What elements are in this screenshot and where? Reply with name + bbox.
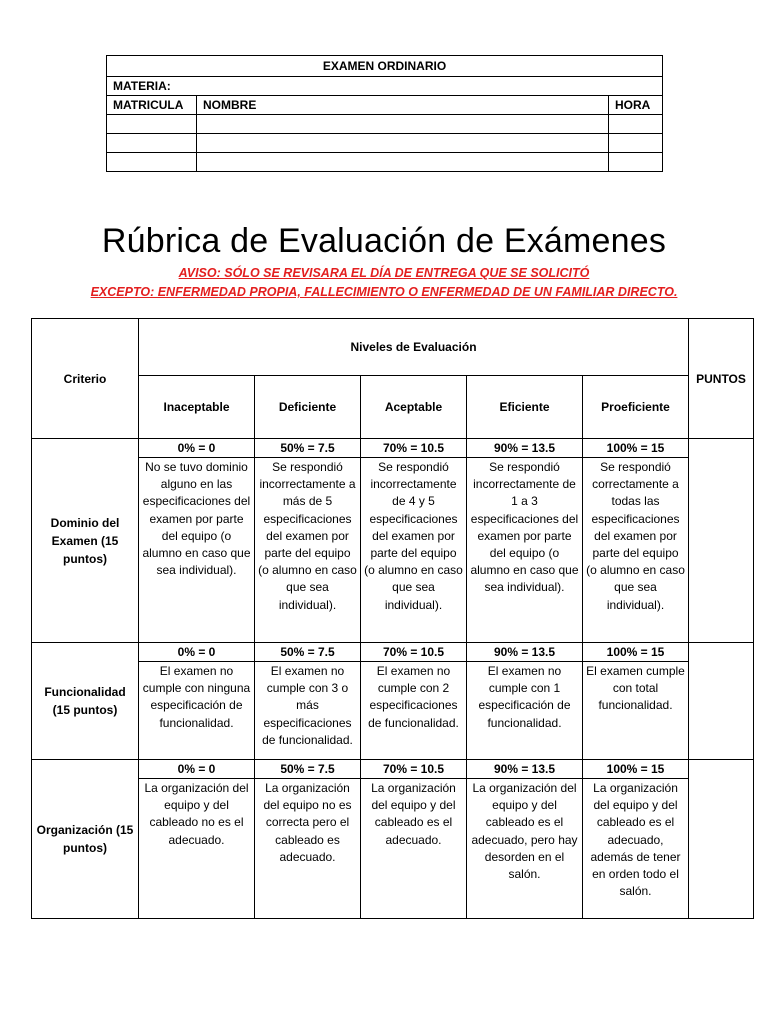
description-cell: Se respondió incorrectamente a más de 5 especificaciones del examen por parte del equipo (o alumno en caso que sea individual). — [255, 458, 361, 643]
description-cell: La organización del equipo y del cableado es el adecuado, además de tener en orden todo el salón. — [583, 779, 689, 919]
percent-cell: 100% = 15 — [583, 760, 689, 779]
level-header: Eficiente — [467, 376, 583, 439]
matricula-header: MATRICULA — [107, 96, 197, 115]
description-cell: No se tuvo dominio alguno en las especificaciones del examen por parte del equipo (o alumno en caso que sea individual). — [139, 458, 255, 643]
description-cell: La organización del equipo y del cableado es el adecuado, pero hay desorden en el salón. — [467, 779, 583, 919]
description-cell: El examen no cumple con 1 especificación de funcionalidad. — [467, 662, 583, 760]
puntos-header: PUNTOS — [689, 319, 754, 439]
points-cell[interactable] — [689, 643, 754, 760]
nombre-cell[interactable] — [197, 153, 609, 172]
criterio-header: Criterio — [32, 319, 139, 439]
percent-cell: 50% = 7.5 — [255, 439, 361, 458]
percent-cell: 0% = 0 — [139, 439, 255, 458]
level-header: Aceptable — [361, 376, 467, 439]
percent-cell: 70% = 10.5 — [361, 643, 467, 662]
percent-cell: 90% = 13.5 — [467, 760, 583, 779]
exam-info-table — [106, 55, 663, 172]
subject-label: MATERIA: — [107, 77, 663, 96]
percent-cell: 0% = 0 — [139, 643, 255, 662]
percent-cell: 0% = 0 — [139, 760, 255, 779]
level-header: Inaceptable — [139, 376, 255, 439]
nombre-cell[interactable] — [197, 115, 609, 134]
description-cell: Se respondió correctamente a todas las especificaciones del examen por parte del equipo (o alumno en caso que sea individual). — [583, 458, 689, 643]
points-cell[interactable] — [689, 760, 754, 919]
description-cell: El examen no cumple con 3 o más especificaciones de funcionalidad. — [255, 662, 361, 760]
nombre-cell[interactable] — [197, 134, 609, 153]
description-cell: Se respondió incorrectamente de 4 y 5 especificaciones del examen por parte del equipo (o alumno en caso que sea individual). — [361, 458, 467, 643]
niveles-header: Niveles de Evaluación — [139, 319, 689, 376]
exam-title: EXAMEN ORDINARIO — [107, 56, 663, 77]
description-cell: El examen no cumple con ninguna especificación de funcionalidad. — [139, 662, 255, 760]
description-cell: La organización del equipo y del cableado no es el adecuado. — [139, 779, 255, 919]
description-cell: El examen cumple con total funcionalidad. — [583, 662, 689, 760]
blank-row — [107, 134, 663, 153]
percent-cell: 50% = 7.5 — [255, 760, 361, 779]
description-cell: La organización del equipo no es correcta pero el cableado es adecuado. — [255, 779, 361, 919]
hora-header: HORA — [609, 96, 663, 115]
hora-cell[interactable] — [609, 115, 663, 134]
criterion-label: Organización (15 puntos) — [32, 760, 139, 919]
level-header: Deficiente — [255, 376, 361, 439]
matricula-cell[interactable] — [107, 134, 197, 153]
blank-row — [107, 115, 663, 134]
percent-cell: 70% = 10.5 — [361, 760, 467, 779]
page-title: Rúbrica de Evaluación de Exámenes — [101, 222, 667, 260]
level-header: Proeficiente — [583, 376, 689, 439]
rubric-table — [31, 318, 754, 919]
matricula-cell[interactable] — [107, 153, 197, 172]
blank-row — [107, 153, 663, 172]
matricula-cell[interactable] — [107, 115, 197, 134]
notice-exceptions-text: EXCEPTO: ENFERMEDAD PROPIA, FALLECIMIENTO O ENFERMEDAD DE UN FAMILIAR DIRECTO. — [90, 285, 678, 299]
percent-cell: 100% = 15 — [583, 643, 689, 662]
nombre-header: NOMBRE — [197, 96, 609, 115]
points-cell[interactable] — [689, 439, 754, 643]
description-cell: La organización del equipo y del cableado es el adecuado. — [361, 779, 467, 919]
percent-cell: 100% = 15 — [583, 439, 689, 458]
hora-cell[interactable] — [609, 153, 663, 172]
notice-text: AVISO: SÓLO SE REVISARA EL DÍA DE ENTREGA QUE SE SOLICITÓ — [178, 266, 590, 280]
criterion-label: Funcionalidad (15 puntos) — [32, 643, 139, 760]
percent-cell: 90% = 13.5 — [467, 643, 583, 662]
description-cell: Se respondió incorrectamente de 1 a 3 especificaciones del examen por parte del equipo (o alumno en caso que sea individual). — [467, 458, 583, 643]
percent-cell: 70% = 10.5 — [361, 439, 467, 458]
percent-cell: 90% = 13.5 — [467, 439, 583, 458]
criterion-label: Dominio del Examen (15 puntos) — [32, 439, 139, 643]
description-cell: El examen no cumple con 2 especificaciones de funcionalidad. — [361, 662, 467, 760]
percent-cell: 50% = 7.5 — [255, 643, 361, 662]
hora-cell[interactable] — [609, 134, 663, 153]
